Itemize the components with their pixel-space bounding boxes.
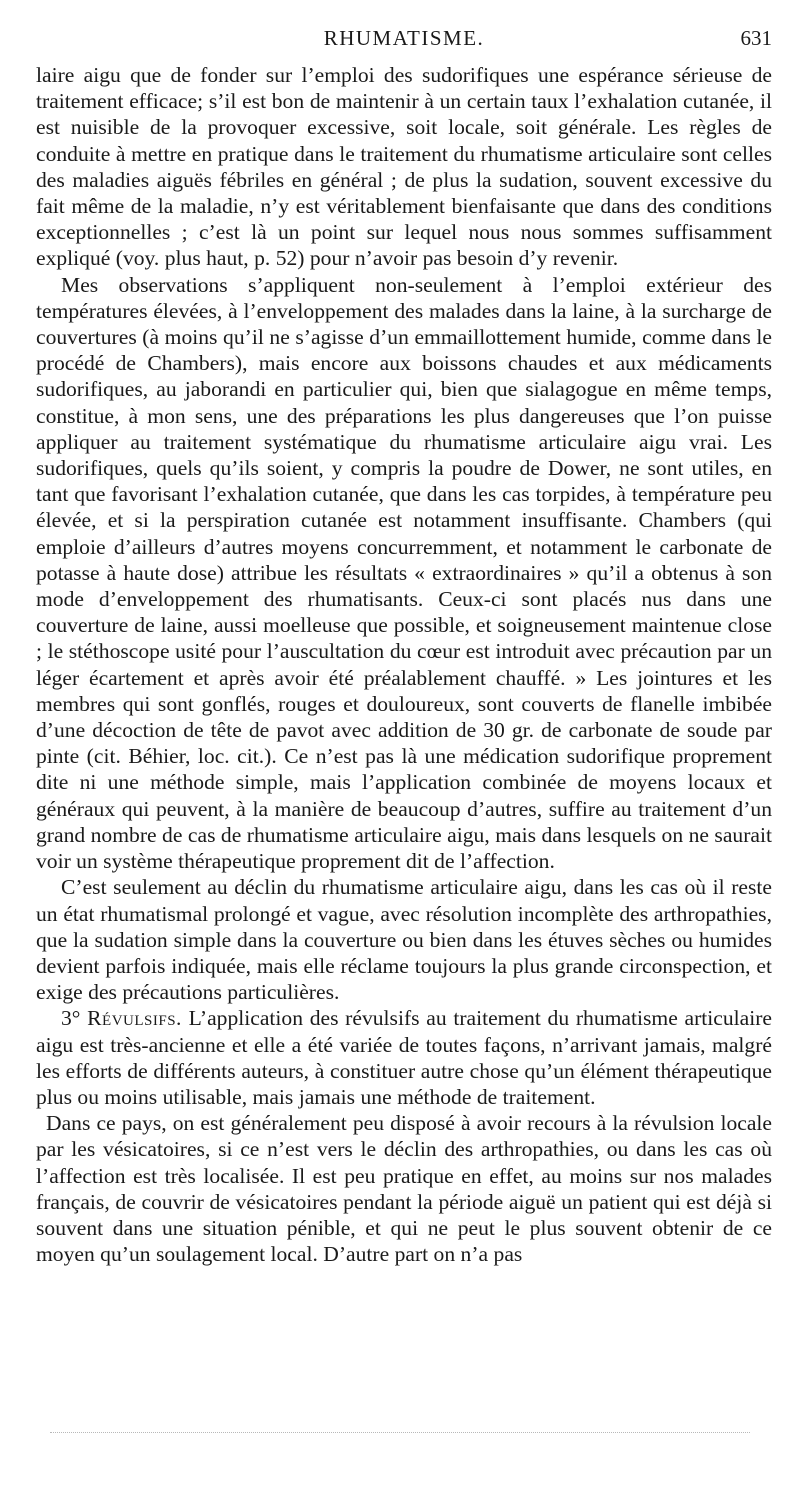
page-number: 631 <box>740 26 772 50</box>
section-revulsifs <box>36 1005 772 1110</box>
running-head <box>36 26 772 62</box>
paragraph-declin: C’est seulement au déclin du rhumatisme articulaire aigu, dans les cas où il reste un état rhumatismal prolongé et vague, avec résolution incomplète des arthropathies, que la sudation simple dans la couverture ou bien dans les étuves sèches ou humides devient parfois indiquée, mais elle réclame toujours la plus grande circonspection, et exige des précautions particulières. <box>36 875 772 1005</box>
bleed-through-rule <box>50 1432 750 1433</box>
section-number: 3° <box>61 1006 81 1031</box>
paragraph-observations: Mes observations s’appliquent non-seulement à l’emploi extérieur des températures élevées, à l’enveloppement des malades dans la laine, à la surcharge de couvertures (à moins qu’il ne s’agisse d’un emmaillottement humide, comme dans le procédé de Chambers), mais encore aux boissons chaudes et aux médicaments sudorifiques, au jaborandi en particulier qui, bien que sialagogue en même temps, constitue, à mon sens, une des préparations les plus dangereuses que l’on puisse appliquer au traitement systématique du rhumatisme articulaire aigu vrai. Les sudorifiques, quels qu’ils soient, y compris la poudre de Dower, ne sont utiles, en tant que favorisant l’exhalation cutanée, que dans les cas torpides, à température peu élevée, et si la perspiration cutanée est notamment insuffisante. Chambers (qui emploie d’ailleurs d’autres moyens concurremment, et notamment le carbonate de potasse à haute dose) attribue les résultats « extraordinaires » qu’il a obtenus à son mode d’enveloppement des rhumatisants. Ceux-ci sont placés nus dans une couverture de laine, aussi moelleuse que possible, et soigneusement maintenue close ; le stéthoscope usité pour l’auscultation du cœur est introduit avec précaution par un léger écartement et après avoir été préalablement chauffé. » Les jointures et les membres qui sont gonflés, rouges et douloureux, sont couverts de flanelle imbibée d’une décoction de tête de pavot avec addition de 30 gr. de carbonate de soude par pinte (cit. Béhier, loc. cit.). Ce n’est pas là une médication sudorifique proprement dite ni une méthode simple, mais l’application combinée de moyens locaux et généraux qui peuvent, à la manière de beaucoup d’autres, suffire au traitement d’un grand nombre de cas de rhumatisme articulaire aigu, mais dans lesquels on ne saurait voir un système thérapeutique proprement dit de l’affection. <box>36 272 772 874</box>
book-page <box>36 26 772 1267</box>
running-title: RHUMATISME. <box>323 26 485 50</box>
paragraph-continuation: laire aigu que de fonder sur l’emploi des sudorifiques une espérance sérieuse de traitement efficace; s’il est bon de maintenir à un certain taux l’exhalation cutanée, il est nuisible de la provoquer excessive, soit locale, soit générale. Les règles de conduite à mettre en pratique dans le traitement du rhumatisme articulaire sont celles des maladies aiguës fébriles en général ; de plus la sudation, souvent excessive du fait même de la maladie, n’y est véritablement bienfaisante que dans des conditions exceptionnelles ; c’est là un point sur lequel nous nous sommes suffisamment expliqué (voy. plus haut, p. 52) pour n’avoir pas besoin d’y revenir. <box>36 63 772 271</box>
section-heading: Révulsifs. <box>87 1006 182 1031</box>
section-text: L’application des révulsifs au traitement du rhumatisme articulaire aigu est très-ancienne et elle a été variée de toutes façons, n’arrivant jamais, malgré les efforts de différents auteurs, à constituer autre chose qu’un élément thérapeutique plus ou moins utilisable, mais jamais une méthode de traitement. <box>36 1006 772 1109</box>
paragraph-pays: Dans ce pays, on est généralement peu disposé à avoir recours à la révulsion locale par les vésicatoires, si ce n’est vers le déclin des arthropathies, ou dans les cas où l’affection est très localisée. Il est peu pratique en effet, au moins sur nos malades français, de couvrir de vésicatoires pendant la période aiguë un patient qui est déjà si souvent dans une situation pénible, et qui ne peut le plus souvent obtenir de ce moyen qu’un soulagement local. D’autre part on n’a pas <box>36 1111 772 1267</box>
